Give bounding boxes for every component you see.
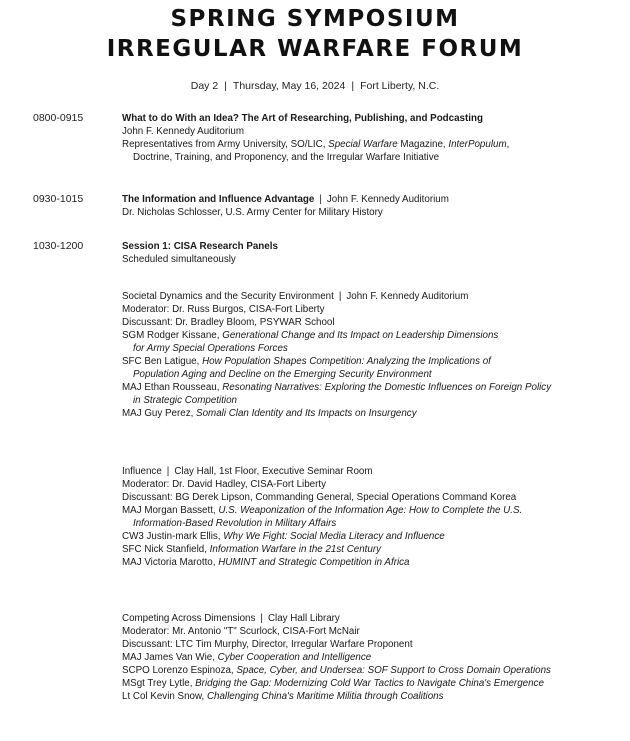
session-representatives-cont: Doctrine, Training, and Proponency, and the Irregular Warfare Initiative bbox=[133, 152, 440, 163]
panelist-entry bbox=[122, 381, 612, 394]
separator: | bbox=[224, 80, 227, 92]
location-label: Fort Liberty, N.C. bbox=[360, 80, 440, 92]
panel-moderator: Moderator: Mr. Antonio "T" Scurlock, CISA-Fort McNair bbox=[122, 626, 360, 637]
session-speaker: Dr. Nicholas Schlosser, U.S. Army Center for Military History bbox=[122, 207, 383, 218]
panel-discussant: Discussant: Dr. Bradley Bloom, PSYWAR School bbox=[122, 317, 335, 328]
reps-magazine: Special Warfare bbox=[328, 139, 398, 150]
paper-title: Space, Cyber, and Undersea: SOF Support to Cross Domain Operations bbox=[236, 665, 551, 676]
panelist-name: MAJ Morgan Bassett, bbox=[122, 505, 219, 516]
session-time: 0800-0915 bbox=[33, 112, 84, 124]
panelist-entry bbox=[122, 677, 612, 690]
day-label: Day 2 bbox=[190, 80, 219, 92]
paper-title-cont: Information-Based Revolution in Military Affairs bbox=[133, 518, 337, 529]
paper-title: Generational Change and Its Impact on Leadership Dimensions bbox=[222, 330, 499, 341]
session-time: 0930-1015 bbox=[33, 193, 84, 205]
paper-title: Cyber Cooperation and Intelligence bbox=[217, 652, 372, 663]
paper-title: U.S. Weaponization of the Information Age: How to Complete the U.S. bbox=[218, 505, 523, 516]
session-content bbox=[122, 193, 612, 219]
panelist-entry bbox=[122, 651, 612, 664]
separator: | bbox=[166, 466, 170, 477]
paper-title: Why We Fight: Social Media Literacy and Influence bbox=[223, 531, 445, 542]
panelist-name: MAJ Ethan Rousseau, bbox=[122, 382, 223, 393]
session-heading bbox=[122, 193, 612, 206]
panelist-entry bbox=[122, 556, 612, 569]
paper-title: Information Warfare in the 21st Century bbox=[209, 544, 382, 555]
session-content bbox=[122, 240, 612, 266]
panelist-name: MAJ Guy Perez, bbox=[122, 408, 197, 419]
paper-title-cont: in Strategic Competition bbox=[133, 395, 238, 406]
panelist-entry bbox=[122, 355, 612, 368]
session-title: Session 1: CISA Research Panels bbox=[122, 241, 278, 252]
session-title: The Information and Influence Advantage bbox=[122, 194, 315, 205]
panelist-name: SFC Ben Latigue, bbox=[122, 356, 203, 367]
panelist-name: MAJ Victoria Marotto, bbox=[122, 557, 219, 568]
panelist-name: CW3 Justin-mark Ellis, bbox=[122, 531, 224, 542]
panel-venue: John F. Kennedy Auditorium bbox=[346, 291, 469, 302]
panel-venue: Clay Hall, 1st Floor, Executive Seminar Room bbox=[174, 466, 373, 477]
reps-text: Representatives from Army University, SO/LIC, bbox=[122, 139, 329, 150]
session-time: 1030-1200 bbox=[33, 240, 84, 252]
panel-heading bbox=[122, 612, 612, 625]
session-title: What to do With an Idea? The Art of Researching, Publishing, and Podcasting bbox=[122, 113, 483, 124]
panel-content bbox=[122, 290, 612, 420]
paper-title: HUMINT and Strategic Competition in Africa bbox=[218, 557, 410, 568]
panel-discussant: Discussant: LTC Tim Murphy, Director, Irregular Warfare Proponent bbox=[122, 639, 413, 650]
panelist-name: MSgt Trey Lytle, bbox=[122, 678, 196, 689]
panel-content bbox=[122, 612, 612, 703]
panel-title: Competing Across Dimensions bbox=[122, 613, 256, 624]
paper-title-cont: Population Aging and Decline on the Emerging Security Environment bbox=[133, 369, 432, 380]
panelist-entry bbox=[122, 407, 612, 420]
paper-title: How Population Shapes Competition: Analyzing the Implications of bbox=[202, 356, 491, 367]
panelist-name: Lt Col Kevin Snow, bbox=[122, 691, 207, 702]
panel-discussant: Discussant: BG Derek Lipson, Commanding General, Special Operations Command Korea bbox=[122, 492, 517, 503]
panelist-name: SFC Nick Stanfield, bbox=[122, 544, 210, 555]
panelist-entry bbox=[122, 543, 612, 556]
panel-moderator: Moderator: Dr. David Hadley, CISA-Fort Liberty bbox=[122, 479, 326, 490]
panelist-name: MAJ James Van Wie, bbox=[122, 652, 218, 663]
panel-content bbox=[122, 465, 612, 569]
separator: | bbox=[351, 80, 355, 92]
reps-interpopulum: InterPopulum bbox=[448, 139, 507, 150]
date-label: Thursday, May 16, 2024 bbox=[232, 80, 346, 92]
panel-title: Influence bbox=[122, 466, 162, 477]
panelist-entry bbox=[122, 664, 612, 677]
paper-title-cont: for Army Special Operations Forces bbox=[133, 343, 288, 354]
separator: | bbox=[338, 291, 342, 302]
session-content bbox=[122, 112, 612, 164]
paper-title: Somali Clan Identity and Its Impacts on Insurgency bbox=[196, 408, 417, 419]
session-venue: John F. Kennedy Auditorium bbox=[326, 194, 449, 205]
panel-moderator: Moderator: Dr. Russ Burgos, CISA-Fort Liberty bbox=[122, 304, 325, 315]
session-representatives bbox=[122, 138, 612, 151]
paper-title: Challenging China's Maritime Militia through Coalitions bbox=[206, 691, 444, 702]
panelist-entry bbox=[122, 530, 612, 543]
dateline bbox=[0, 80, 630, 92]
session-venue: John F. Kennedy Auditorium bbox=[122, 126, 244, 137]
reps-text: Magazine, bbox=[397, 139, 449, 150]
reps-text: , bbox=[506, 139, 510, 150]
panelist-name: SGM Rodger Kissane, bbox=[122, 330, 223, 341]
panelist-entry bbox=[122, 329, 612, 342]
paper-title: Resonating Narratives: Exploring the Domestic Influences on Foreign Policy bbox=[222, 382, 552, 393]
panel-heading bbox=[122, 290, 612, 303]
paper-title: Bridging the Gap: Modernizing Cold War Tactics to Navigate China's Emergence bbox=[195, 678, 544, 689]
panel-venue: Clay Hall Library bbox=[267, 613, 340, 624]
session-note: Scheduled simultaneously bbox=[122, 254, 236, 265]
title-line-1: SPRING SYMPOSIUM bbox=[170, 6, 460, 32]
separator: | bbox=[319, 194, 322, 205]
title-line-2: IRREGULAR WARFARE FORUM bbox=[106, 36, 524, 62]
panel-title: Societal Dynamics and the Security Environment bbox=[122, 291, 334, 302]
panelist-entry bbox=[122, 504, 612, 517]
panelist-entry bbox=[122, 690, 612, 703]
panel-heading bbox=[122, 465, 612, 478]
panelist-name: SCPO Lorenzo Espinoza, bbox=[122, 665, 237, 676]
separator: | bbox=[260, 613, 263, 624]
